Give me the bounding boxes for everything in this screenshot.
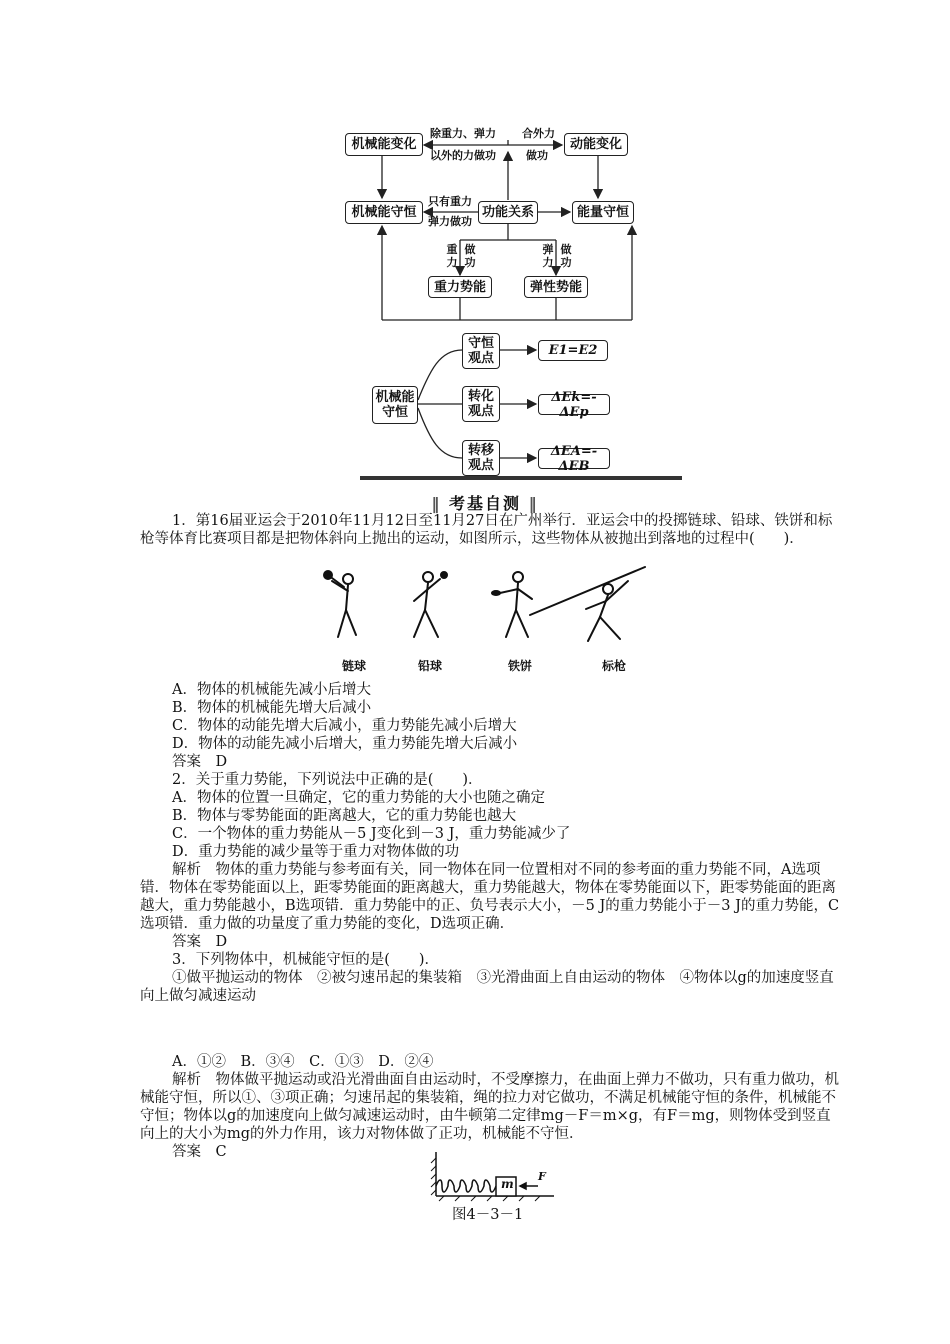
node3-line1: 转移 (467, 443, 494, 458)
q3-choices: A．①② B．③④ C．①③ D．②④ (172, 1054, 434, 1070)
formula-box-3 (538, 443, 610, 474)
box-transformation-view (462, 386, 500, 422)
box-conservation-view (462, 333, 500, 369)
center-line2: 守恒 (381, 405, 408, 420)
label-do-work: 做功 (526, 149, 548, 162)
box-kinetic-energy-change: 动能变化 (564, 133, 628, 156)
label-only-gravity-1: 只有重力 (428, 195, 472, 208)
formula-box-2 (538, 389, 610, 420)
box-transfer-view (462, 440, 500, 476)
label-elastic-char2: 力 (542, 256, 554, 269)
q2-option-b: B．物体与零势能面的距离越大，它的重力势能也越大 (172, 808, 517, 824)
label-net-force: 合外力 (522, 127, 555, 140)
fig-label-discus: 铁饼 (508, 659, 533, 673)
q3-items: ①做平抛运动的物体 ②被匀速吊起的集装箱 ③光滑曲面上自由运动的物体 ④物体以g的加速度竖直向上做匀减速运动 (140, 970, 834, 1004)
formula-3: ΔEA=-ΔEB (550, 443, 598, 474)
label-elastic-char1: 弹 (542, 243, 554, 256)
q1-option-c: C．物体的动能先增大后减小，重力势能先减小后增大 (172, 718, 517, 734)
q1-option-d: D．物体的动能先减小后增大，重力势能先增大后减小 (172, 736, 518, 752)
q3-analysis: 解析 物体做平抛运动或沿光滑曲面自由运动时，不受摩擦力，在曲面上弹力不做功，只有重力做功，机械能守恒，所以①、③项正确；匀速吊起的集装箱，绳的拉力对它做功，不满足机械能守恒的条件，机械能不守恒；物体以g的加速度向上做匀减速运动时，由牛顿第二定律mg－F＝m×g，有F＝mg，则物体受到竖直向上的大小为mg的外力作用，该力对物体做了正功，机械能不守恒． (140, 1072, 839, 1142)
node1-line2: 观点 (467, 351, 494, 366)
q2-stem: 2．关于重力势能，下列说法中正确的是( )． (172, 772, 483, 788)
label-gravity-char2: 力 (446, 256, 458, 269)
q2-option-a: A．物体的位置一旦确定，它的重力势能的大小也随之确定 (172, 790, 545, 806)
q2-analysis: 解析 物体的重力势能与参考面有关，同一物体在同一位置相对不同的参考面的重力势能不同，A选项错．物体在零势能面以上，距零势能面的距离越大，重力势能越大，物体在零势能面以下，距零势能面的距离越大，重力势能越小，B选项错．重力势能中的正、负号表示大小，－5 J的重力势能小于－3 J的重力势能，C选项错．重力做的功量度了重力势能的变化，D选项正确． (140, 862, 840, 932)
spring-force-label: F (538, 1170, 546, 1183)
box-function-relation: 功能关系 (478, 201, 538, 224)
title-bar-left-icon: ‖ (431, 494, 442, 513)
figure-caption: 图4－3－1 (452, 1207, 524, 1223)
box-center-mechanical-energy (372, 386, 418, 424)
box-mechanical-energy-conservation: 机械能守恒 (345, 201, 423, 224)
label-work-char2: 功 (464, 256, 476, 269)
q3-stem: 3．下列物体中，机械能守恒的是( )． (172, 952, 440, 968)
athletes-figure (310, 565, 650, 655)
node1-line1: 守恒 (467, 336, 494, 351)
formula-box-1 (538, 340, 608, 361)
box-energy-conservation: 能量守恒 (572, 201, 634, 224)
spring-mass-label: m (501, 1177, 514, 1191)
formula-2: ΔEk=-ΔEp (551, 389, 597, 420)
label-work2-char1: 做 (560, 243, 572, 256)
center-line1: 机械能 (375, 390, 415, 405)
q3-answer: 答案 C (172, 1144, 227, 1160)
fig-label-shot: 铅球 (418, 659, 443, 673)
q2-answer: 答案 D (172, 934, 228, 950)
q2-option-d: D．重力势能的减少量等于重力对物体做的功 (172, 844, 460, 860)
fig-label-javelin: 标枪 (602, 659, 627, 673)
box-elastic-potential-energy: 弹性势能 (524, 276, 588, 298)
q1-stem: 1．第16届亚运会于2010年11月12日至11月27日在广州举行．亚运会中的投掷链球、铅球、铁饼和标枪等体育比赛项目都是把物体斜向上抛出的运动，如图所示，这些物体从被抛出到落地的过程中( )． (140, 513, 833, 547)
label-gravity-char1: 重 (446, 243, 458, 256)
box-mechanical-energy-change: 机械能变化 (345, 133, 423, 156)
q2-option-c: C．一个物体的重力势能从－5 J变化到－3 J，重力势能减少了 (172, 826, 571, 842)
fig-label-hammer: 链球 (342, 659, 367, 673)
label-work-char1: 做 (464, 243, 476, 256)
section-title (420, 491, 550, 514)
label-other-forces-1: 除重力、弹力 (430, 127, 496, 140)
label-work2-char2: 功 (560, 256, 572, 269)
q1-answer: 答案 D (172, 754, 228, 770)
label-other-forces-2: 以外的力做功 (430, 149, 496, 162)
node3-line2: 观点 (467, 458, 494, 473)
formula-1: E1=E2 (548, 343, 598, 358)
box-gravitational-potential-energy: 重力势能 (428, 276, 492, 298)
title-bar-right-icon: ‖ (528, 494, 539, 513)
q1-option-a: A．物体的机械能先减小后增大 (172, 682, 371, 698)
q1-option-b: B．物体的机械能先增大后减小 (172, 700, 372, 716)
node2-line2: 观点 (467, 404, 494, 419)
node2-line1: 转化 (467, 389, 494, 404)
section-title-text: 考基自测 (448, 494, 521, 513)
label-only-gravity-2: 弹力做功 (428, 215, 472, 228)
